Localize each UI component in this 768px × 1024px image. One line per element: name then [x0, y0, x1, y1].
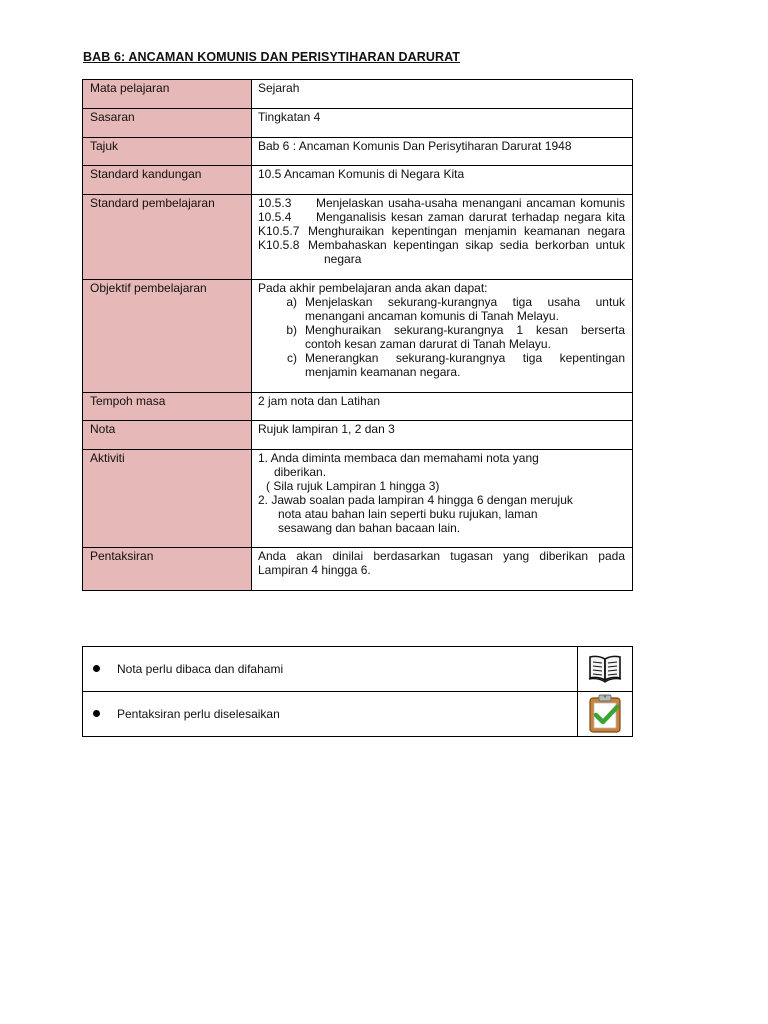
row-label: Sasaran [83, 109, 252, 138]
legend-text-cell [83, 647, 578, 692]
row-label: Tajuk [83, 138, 252, 166]
pentaksiran-text: Anda akan dinilai berdasarkan tugasan yang diberikan pada [258, 549, 625, 563]
objektif-text: Menjelaskan sekurang-kurangnya tiga usaha untuk [305, 295, 625, 309]
table-row [83, 548, 633, 591]
legend-text: Pentaksiran perlu diselesaikan [117, 707, 280, 721]
row-label: Aktiviti [83, 450, 252, 548]
row-value: 2 jam nota dan Latihan [252, 393, 633, 421]
list-item [258, 196, 625, 210]
row-label: Nota [83, 421, 252, 450]
legend-text-cell [83, 692, 578, 737]
page-title: BAB 6: ANCAMAN KOMUNIS DAN PERISYTIHARAN DARURAT [83, 50, 461, 64]
table-row [83, 109, 633, 138]
standard-text: Menghuraikan kepentingan menjamin keamanan negara [308, 224, 625, 238]
standard-text: Menganalisis kesan zaman darurat terhadap negara kita [316, 210, 625, 224]
open-book-icon [588, 653, 622, 683]
standard-code: 10.5.3 [258, 196, 292, 210]
list-marker: c) [287, 351, 297, 365]
row-value: Sejarah [252, 80, 633, 109]
lesson-info-table [82, 79, 633, 591]
row-value: Tingkatan 4 [252, 109, 633, 138]
row-label: Standard pembelajaran [83, 195, 252, 280]
objektif-text: Menerangkan sekurang-kurangnya tiga kepentingan [305, 351, 625, 365]
objektif-intro: Pada akhir pembelajaran anda akan dapat: [258, 281, 488, 295]
objektif-text: menangani ancaman komunis di Tanah Melayu. [305, 309, 559, 323]
aktiviti-line: nota atau bahan lain seperti buku rujukan, laman [278, 507, 538, 521]
row-value: Bab 6 : Ancaman Komunis Dan Perisytiharan Darurat 1948 [252, 138, 633, 166]
bullet-icon [93, 710, 100, 717]
standard-code: K10.5.8 [258, 238, 300, 252]
legend-text: Nota perlu dibaca dan difahami [117, 662, 284, 676]
legend-row [83, 692, 633, 737]
list-marker: b) [286, 323, 297, 337]
row-label: Objektif pembelajaran [83, 280, 252, 393]
list-marker: a) [286, 295, 297, 309]
table-row [83, 166, 633, 195]
standard-code: 10.5.4 [258, 210, 292, 224]
objektif-text: menjamin keamanan negara. [305, 365, 461, 379]
objektif-list [252, 280, 633, 393]
row-label: Pentaksiran [83, 548, 252, 591]
table-row [83, 393, 633, 421]
aktiviti-line: 2. Jawab soalan pada lampiran 4 hingga 6 dengan merujuk [258, 493, 573, 507]
table-row [83, 421, 633, 450]
standard-code: K10.5.7 [258, 224, 300, 238]
standard-text: Membahaskan kepentingan sikap sedia berkorban untuk [308, 238, 625, 252]
table-row [83, 280, 633, 393]
row-value: Rujuk lampiran 1, 2 dan 3 [252, 421, 633, 450]
list-item [258, 210, 625, 224]
table-row [83, 138, 633, 166]
legend-icon-cell [578, 647, 633, 692]
table-row [83, 80, 633, 109]
legend-table [82, 646, 633, 737]
list-item [258, 351, 625, 379]
list-item [258, 295, 625, 323]
table-row [83, 195, 633, 280]
objektif-text: contoh kesan zaman darurat di Tanah Melayu. [305, 337, 551, 351]
aktiviti-line: ( Sila rujuk Lampiran 1 hingga 3) [266, 479, 440, 493]
standard-pembelajaran-list [252, 195, 633, 280]
clipboard-check-icon [587, 693, 623, 733]
standard-text-continued: negara [324, 252, 362, 266]
row-value: 10.5 Ancaman Komunis di Negara Kita [252, 166, 633, 195]
row-label: Standard kandungan [83, 166, 252, 195]
aktiviti-line: sesawang dan bahan bacaan lain. [278, 521, 461, 535]
aktiviti-list [252, 450, 633, 548]
table-row [83, 450, 633, 548]
legend-icon-cell [578, 692, 633, 737]
row-label: Tempoh masa [83, 393, 252, 421]
row-label: Mata pelajaran [83, 80, 252, 109]
aktiviti-line: diberikan. [274, 465, 327, 479]
list-item [258, 224, 625, 238]
pentaksiran-text: Lampiran 4 hingga 6. [258, 563, 371, 577]
standard-text: Menjelaskan usaha-usaha menangani ancaman komunis [316, 196, 625, 210]
bullet-icon [93, 665, 100, 672]
list-item [258, 323, 625, 351]
objektif-text: Menghuraikan sekurang-kurangnya 1 kesan berserta [305, 323, 625, 337]
list-item [258, 238, 625, 252]
legend-row [83, 647, 633, 692]
row-value [252, 548, 633, 591]
aktiviti-line: 1. Anda diminta membaca dan memahami nota yang [258, 451, 539, 465]
